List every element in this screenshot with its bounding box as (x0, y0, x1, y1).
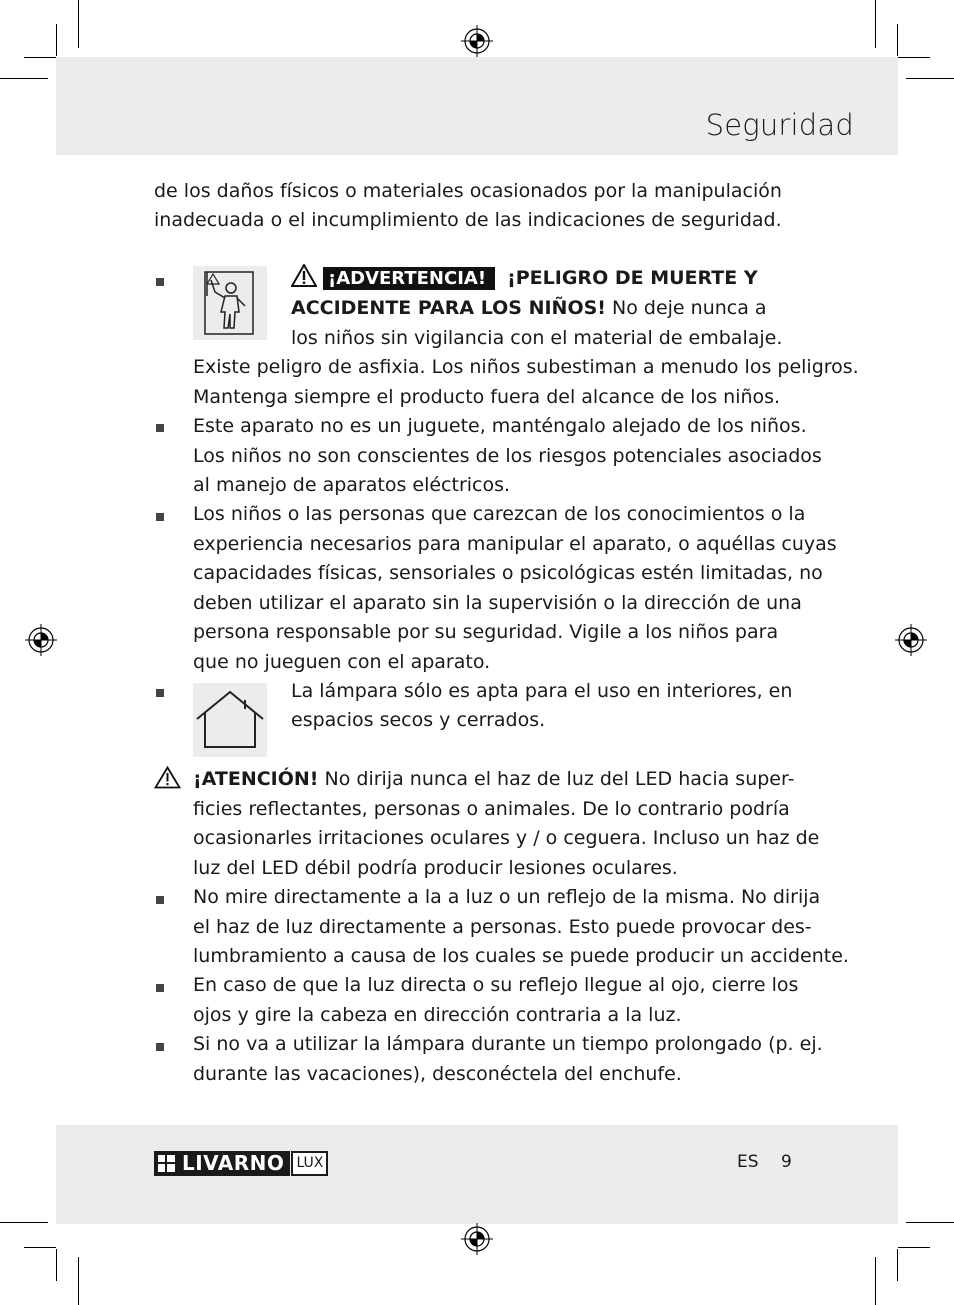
list-item-line: durante las vacaciones), desconéctela del enchufe. (193, 1063, 682, 1085)
bullet-marker (156, 278, 164, 286)
crop-mark (875, 0, 876, 48)
list-item-line: capacidades físicas, sensoriales o psicológicas estén limitadas, no (193, 562, 823, 584)
attention-text: No dirija nunca el haz de luz del LED hacia super- (324, 768, 795, 790)
list-item-line: al manejo de aparatos eléctricos. (193, 474, 511, 496)
crop-mark (24, 57, 56, 58)
warning-heading-cont: ACCIDENTE PARA LOS NIÑOS! (291, 297, 606, 319)
list-item-line: Los niños o las personas que carezcan de los conocimientos o la (193, 503, 806, 525)
list-item-line: La lámpara sólo es apta para el uso en interiores, en (291, 680, 793, 702)
crop-mark (0, 1222, 48, 1223)
crop-mark (906, 1222, 954, 1223)
list-item-line: que no jueguen con el aparato. (193, 651, 491, 673)
crop-mark (56, 24, 57, 56)
crop-mark (875, 1257, 876, 1305)
registration-mark-icon (461, 1223, 493, 1255)
brand-logo (154, 1151, 328, 1176)
crop-mark (897, 1249, 898, 1281)
warning-line (291, 294, 767, 324)
warning-line: Mantenga siempre el producto fuera del alcance de los niños. (193, 386, 781, 408)
house-indoor-icon (193, 683, 267, 757)
crop-mark (78, 0, 79, 48)
bullet-marker (156, 896, 164, 904)
bullet-marker (156, 424, 164, 432)
list-item-line: lumbramiento a causa de los cuales se puede producir un accidente. (193, 945, 849, 967)
bullet-marker (156, 1043, 164, 1051)
warning-triangle-icon (291, 264, 317, 287)
page-title: Seguridad (705, 108, 854, 142)
warning-triangle-icon (154, 766, 181, 789)
bullet-marker (156, 984, 164, 992)
logo-squares-icon (158, 1155, 175, 1172)
bullet-marker (156, 689, 164, 697)
list-item-line: Los niños no son conscientes de los riesgos potenciales asociados (193, 445, 822, 467)
list-item-line: No mire directamente a la a luz o un reflejo de la misma. No dirija (193, 886, 821, 908)
list-item-line: persona responsable por su seguridad. Vigile a los niños para (193, 621, 779, 643)
brand-name: LIVARNO (182, 1151, 285, 1175)
attention-label: ¡ATENCIÓN! (193, 768, 319, 790)
warning-line: los niños sin vigilancia con el material de embalaje. (291, 327, 783, 349)
registration-mark-icon (461, 25, 493, 57)
intro-line: inadecuada o el incumplimiento de las indicaciones de seguridad. (154, 209, 782, 231)
crop-mark (24, 1247, 56, 1248)
crop-mark (56, 1249, 57, 1281)
crop-mark (78, 1257, 79, 1305)
attention-line: ocasionarles irritaciones oculares y / o ceguera. Incluso un haz de (193, 827, 820, 849)
list-item-line: el haz de luz directamente a personas. Esto puede provocar des- (193, 916, 812, 938)
list-item-line: Si no va a utilizar la lámpara durante un tiempo prolongado (p. ej. (193, 1033, 823, 1055)
list-item-line: Este aparato no es un juguete, manténgalo alejado de los niños. (193, 415, 807, 437)
child-hazard-icon (193, 266, 267, 340)
list-item-line: deben utilizar el aparato sin la supervisión o la dirección de una (193, 592, 802, 614)
warning-heading: ¡PELIGRO DE MUERTE Y (507, 267, 758, 289)
brand-logo-main (154, 1151, 290, 1176)
intro-line: de los daños físicos o materiales ocasionados por la manipulación (154, 180, 782, 202)
crop-mark (898, 1247, 930, 1248)
list-item-line: ojos y gire la cabeza en dirección contraria a la luz. (193, 1004, 682, 1026)
language-code: ES (737, 1152, 759, 1172)
warning-line: Existe peligro de asfixia. Los niños subestiman a menudo los peligros. (193, 356, 859, 378)
attention-line: ficies reflectantes, personas o animales. De lo contrario podría (193, 798, 790, 820)
crop-mark (897, 24, 898, 56)
registration-mark-icon (895, 624, 927, 656)
crop-mark (898, 57, 930, 58)
list-item-line: En caso de que la luz directa o su reflejo llegue al ojo, cierre los (193, 974, 799, 996)
attention-line: luz del LED débil podría producir lesiones oculares. (193, 857, 678, 879)
list-item-line: experiencia necesarios para manipular el aparato, o aquéllas cuyas (193, 533, 837, 555)
bullet-marker (156, 513, 164, 521)
warning-text: No deje nunca a (612, 297, 767, 319)
attention-line (193, 765, 794, 795)
warning-tag: ¡ADVERTENCIA! (323, 267, 495, 290)
warning-heading-line (291, 264, 758, 294)
page-number: 9 (781, 1152, 792, 1172)
crop-mark (906, 78, 954, 79)
registration-mark-icon (25, 624, 57, 656)
crop-mark (0, 78, 48, 79)
list-item-line: espacios secos y cerrados. (291, 709, 546, 731)
brand-sub: LUX (291, 1151, 328, 1176)
